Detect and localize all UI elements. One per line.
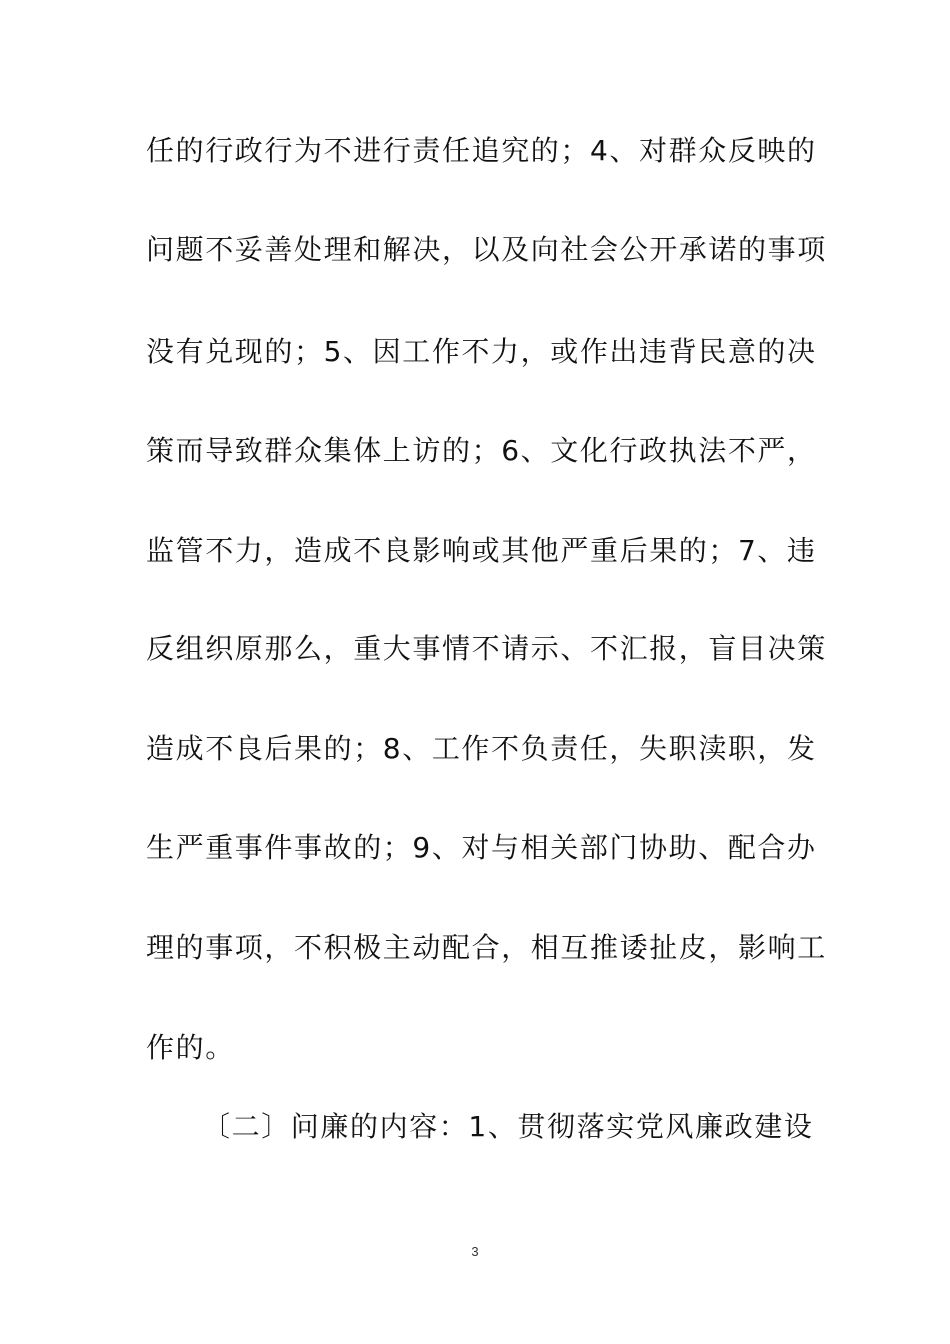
body-text-line: 策而导致群众集体上访的；6、文化行政执法不严， xyxy=(146,434,817,467)
body-text-line: 问题不妥善处理和解决，以及向社会公开承诺的事项 xyxy=(146,233,827,266)
body-text-line: 作的。 xyxy=(146,1031,235,1064)
body-text-line: 任的行政行为不进行责任追究的；4、对群众反映的 xyxy=(146,134,817,167)
body-text-line: 反组织原那么，重大事情不请示、不汇报，盲目决策 xyxy=(146,632,827,665)
body-text-line: 理的事项，不积极主动配合，相互推诿扯皮，影响工 xyxy=(146,931,827,964)
body-text-line: 造成不良后果的；8、工作不负责任，失职渎职，发 xyxy=(146,732,817,765)
body-text-line: 没有兑现的；5、因工作不力，或作出违背民意的决 xyxy=(146,335,817,368)
body-text-line: 生严重事件事故的；9、对与相关部门协助、配合办 xyxy=(146,831,817,864)
page-number: 3 xyxy=(471,1244,479,1259)
section-heading-line: 〔二〕问廉的内容：1、贯彻落实党风廉政建设 xyxy=(202,1110,814,1143)
body-text-line: 监管不力，造成不良影响或其他严重后果的；7、违 xyxy=(146,534,817,567)
